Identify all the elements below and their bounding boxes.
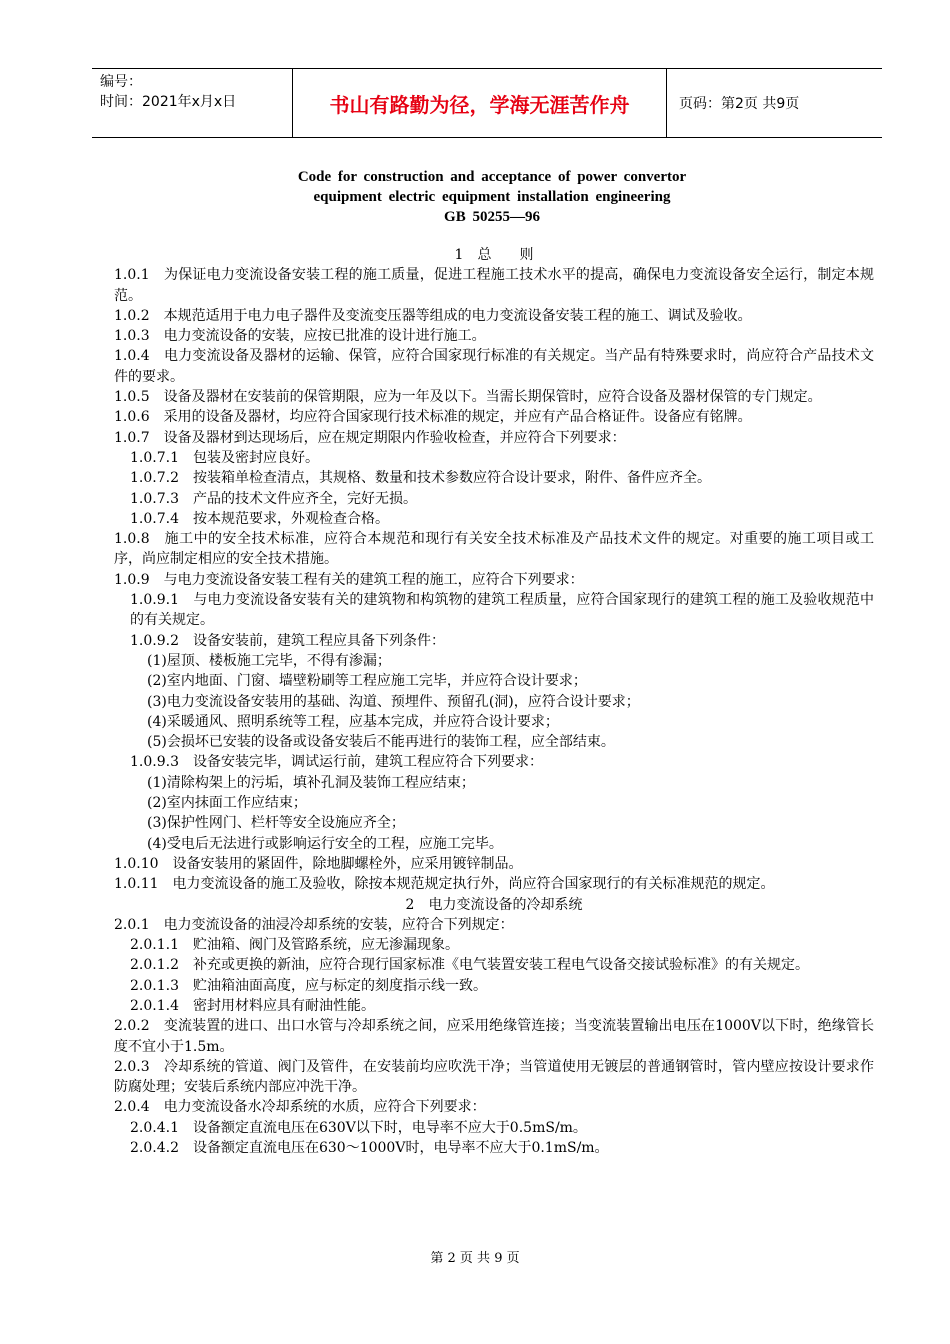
clause-paragraph: 1.0.9.3 设备安装完毕，调试运行前，建筑工程应符合下列要求：: [130, 754, 543, 771]
clause-paragraph: (2)室内抹面工作应结束；: [147, 795, 307, 812]
clause-paragraph: 1.0.1 为保证电力变流设备安装工程的施工质量，促进工程施工技术水平的提高，确保电力变流设备安全运行，制定本规范。: [114, 267, 874, 304]
clause-paragraph: (4)受电后无法进行或影响运行安全的工程，应施工完毕。: [147, 835, 503, 852]
clause-paragraph: (4)采暖通风、照明系统等工程，应基本完成，并应符合设计要求；: [147, 713, 559, 730]
clause-paragraph: 1.0.9.1 与电力变流设备安装有关的建筑物和构筑物的建筑工程质量，应符合国家现行的建筑工程的施工及验收规范中的有关规定。: [130, 592, 874, 629]
clause-paragraph: (3)保护性网门、栏杆等安全设施应齐全；: [147, 815, 405, 832]
title-line-2: equipment electric equipment installation engineering: [313, 189, 671, 205]
document-body: [114, 245, 874, 1158]
clause-paragraph: 2.0.3 冷却系统的管道、阀门及管件，在安装前均应吹洗干净；当管道使用无镀层的普通钢管时，管内壁应按设计要求作防腐处理；安装后系统内部应冲洗干净。: [114, 1058, 874, 1096]
clause-paragraph: 2.0.4.2 设备额定直流电压在630～1000V时，电导率不应大于0.1mS/m。: [130, 1140, 609, 1157]
header-page-info: 页码：第2页 共9页: [679, 96, 800, 112]
header-motto: 书山有路勤为径，学海无涯苦作舟: [293, 69, 667, 137]
clause-paragraph: 1.0.4 电力变流设备及器材的运输、保管，应符合国家现行标准的有关规定。当产品有特殊要求时，尚应符合产品技术文件的要求。: [114, 348, 874, 385]
document-title: [92, 167, 892, 227]
clause-paragraph: 2.0.4.1 设备额定直流电压在630V以下时，电导率不应大于0.5mS/m。: [130, 1119, 587, 1136]
section-heading: 2 电力变流设备的冷却系统: [405, 896, 583, 913]
header-meta: [92, 69, 293, 137]
clause-paragraph: 1.0.11 电力变流设备的施工及验收，除按本规范规定执行外，尚应符合国家现行的有关标准规范的规定。: [114, 876, 775, 893]
title-line-1: Code for construction and acceptance of power convertor: [297, 169, 687, 185]
document-time-label: 时间：2021年x月x日: [100, 94, 237, 110]
clause-paragraph: (2)室内地面、门窗、墙壁粉刷等工程应施工完毕，并应符合设计要求；: [147, 673, 587, 690]
clause-paragraph: 1.0.8 施工中的安全技术标准，应符合本规范和现行有关安全技术标准及产品技术文件的规定。对重要的施工项目或工序，尚应制定相应的安全技术措施。: [114, 531, 874, 568]
clause-paragraph: 1.0.7.3 产品的技术文件应齐全，完好无损。: [130, 490, 417, 507]
clause-paragraph: 1.0.7 设备及器材到达现场后，应在规定期限内作验收检查，并应符合下列要求：: [114, 429, 626, 446]
clause-paragraph: 1.0.7.2 按装箱单检查清点，其规格、数量和技术参数应符合设计要求，附件、备件应齐全。: [130, 470, 711, 487]
clause-paragraph: 2.0.2 变流装置的进口、出口水管与冷却系统之间，应采用绝缘管连接；当变流装置输出电压在1000V以下时，绝缘管长度不宜小于1.5m。: [114, 1018, 874, 1055]
clause-paragraph: 2.0.1.4 密封用材料应具有耐油性能。: [130, 997, 375, 1014]
clause-paragraph: 1.0.9 与电力变流设备安装工程有关的建筑工程的施工，应符合下列要求：: [114, 571, 584, 588]
clause-paragraph: 1.0.3 电力变流设备的安装，应按已批准的设计进行施工。: [114, 328, 486, 345]
clause-paragraph: 2.0.4 电力变流设备水冷却系统的水质，应符合下列要求：: [114, 1099, 486, 1116]
page-header: [92, 68, 882, 138]
document-number-label: 编号：: [100, 74, 142, 90]
clause-paragraph: 1.0.7.4 按本规范要求，外观检查合格。: [130, 510, 389, 527]
clause-paragraph: 2.0.1.1 贮油箱、阀门及管路系统，应无渗漏现象。: [130, 937, 459, 954]
clause-paragraph: 1.0.10 设备安装用的紧固件，除地脚螺栓外，应采用镀锌制品。: [114, 855, 523, 872]
clause-paragraph: (5)会损坏已安装的设备或设备安装后不能再进行的装饰工程，应全部结束。: [147, 734, 615, 751]
clause-paragraph: 1.0.5 设备及器材在安装前的保管期限，应为一年及以下。当需长期保管时，应符合设备及器材保管的专门规定。: [114, 389, 822, 406]
clause-paragraph: (1)清除构架上的污垢，填补孔洞及装饰工程应结束；: [147, 774, 475, 791]
page-footer: 第 2 页 共 9 页: [430, 1251, 520, 1266]
clause-paragraph: 2.0.1.2 补充或更换的新油，应符合现行国家标准《电气装置安装工程电气设备交接试验标准》的有关规定。: [130, 957, 809, 974]
clause-paragraph: 1.0.7.1 包装及密封应良好。: [130, 449, 319, 466]
clause-paragraph: (1)屋顶、楼板施工完毕，不得有渗漏；: [147, 652, 391, 669]
clause-paragraph: 1.0.9.2 设备安装前，建筑工程应具备下列条件：: [130, 632, 445, 649]
clause-paragraph: (3)电力变流设备安装用的基础、沟道、预埋件、预留孔(洞)，应符合设计要求；: [147, 693, 640, 710]
clause-paragraph: 1.0.2 本规范适用于电力电子器件及变流变压器等组成的电力变流设备安装工程的施工、调试及验收。: [114, 307, 752, 324]
clause-paragraph: 2.0.1.3 贮油箱油面高度，应与标定的刻度指示线一致。: [130, 977, 487, 994]
clause-paragraph: 2.0.1 电力变流设备的油浸冷却系统的安装，应符合下列规定：: [114, 916, 514, 933]
clause-paragraph: 1.0.6 采用的设备及器材，均应符合国家现行技术标准的规定，并应有产品合格证件。设备应有铭牌。: [114, 409, 752, 426]
section-heading: 1 总 则: [454, 247, 534, 263]
title-line-3: GB 50255—96: [444, 209, 540, 225]
